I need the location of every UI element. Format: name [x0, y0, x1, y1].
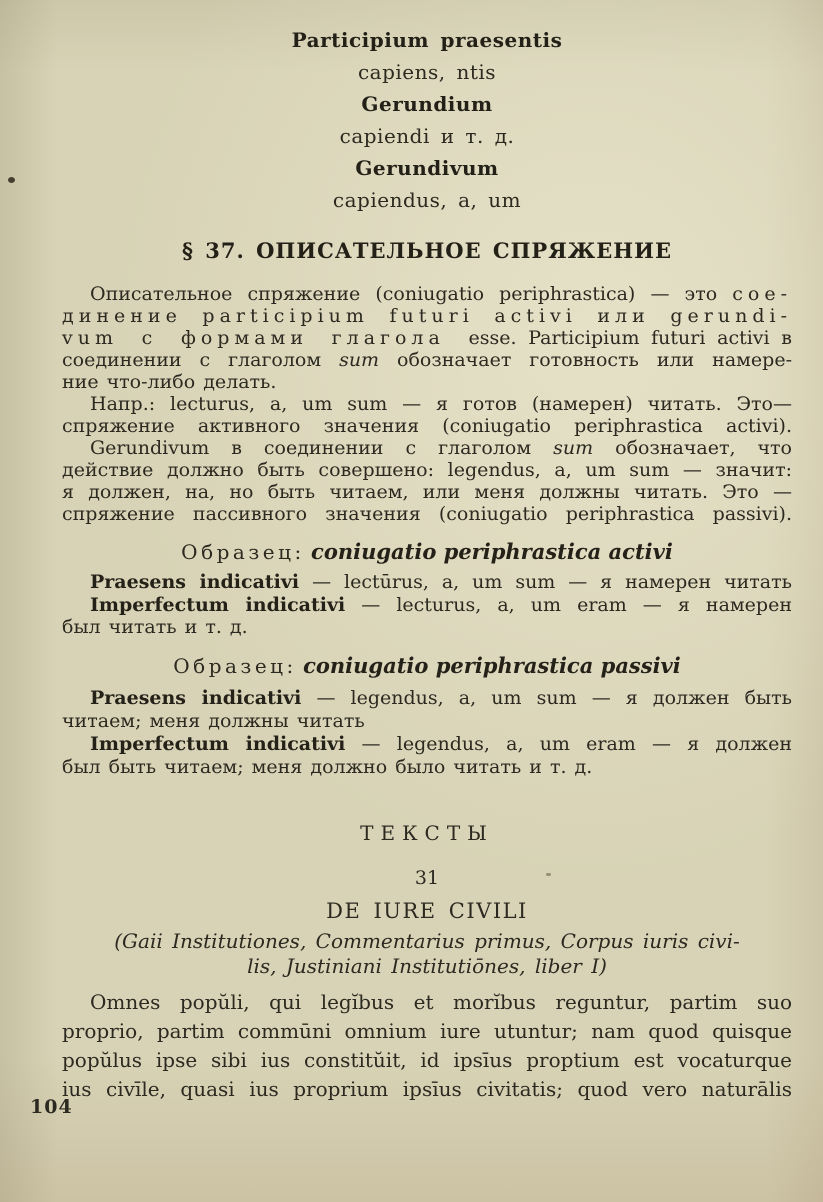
- text-segment: спряжение пассивного значения (coniugatio periphrastica passivi).: [62, 503, 792, 525]
- text-segment: Praesens indicativi: [90, 686, 302, 709]
- model-passive: [62, 687, 792, 779]
- text-segment: Образец:: [173, 653, 297, 678]
- text-segment: coniugatio periphrastica activi: [311, 539, 673, 564]
- text-segment: Imperfectum indicativi: [90, 593, 346, 616]
- text-line: [62, 283, 792, 305]
- text-segment: динение participium futuri activi или gerundi-: [62, 305, 792, 327]
- text-segment: был быть читаем; меня должно было читать и т. д.: [62, 755, 593, 778]
- text-segment: popŭlus ipse sibi ius constitŭit, id ipsīus proptium est vocaturque: [62, 1047, 792, 1072]
- text-line: [62, 481, 792, 503]
- text-line: [62, 1017, 792, 1046]
- model-caption-active: [62, 539, 792, 565]
- text-segment: действие должно быть совершено: legendus, a, um sum — значит:: [62, 459, 792, 481]
- text-segment: ius civīle, quasi ius proprium ipsīus civitatis; quod vero naturālis: [62, 1076, 792, 1101]
- text-number: 31: [414, 866, 440, 889]
- text-segment: был читать и т. д.: [62, 616, 248, 638]
- text-segment: — legendus, a, um eram — я должен: [345, 732, 793, 755]
- paradigm-line: Gerundivum: [355, 156, 499, 180]
- text-segment: lis, Justiniani Institutiōnes, liber I): [247, 953, 607, 978]
- text-segment: (Gaii Institutiones, Commentarius primus, Corpus iuris civi-: [114, 928, 740, 953]
- text-segment: я должен, на, но быть читаем, или меня должны читать. Это —: [62, 481, 792, 503]
- text-line: [62, 929, 792, 954]
- text-segment: спряжение активного значения (coniugatio periphrastica activi).: [62, 415, 792, 437]
- text-segment: Описательное спряжение (coniugatio periphrastica) — это: [90, 283, 733, 305]
- text-segment: Напр.: lecturus, a, um sum — я готов (намерен) читать. Это—: [90, 393, 792, 415]
- text-segment: обозначает готовность или намере-: [379, 349, 792, 371]
- text-line: [62, 756, 792, 779]
- text-segment: Omnes popŭli, qui legĭbus et morĭbus reguntur, partim suo: [90, 989, 792, 1014]
- text-segment: Imperfectum indicativi: [90, 732, 346, 755]
- text-line: [62, 1075, 792, 1104]
- text-line: [62, 327, 792, 349]
- text-segment: proprio, partim commūni omnium iure utuntur; nam quod quisque: [62, 1018, 792, 1043]
- text-line: [62, 393, 792, 415]
- paragraph: [62, 393, 792, 437]
- page-number: 104: [30, 1096, 73, 1118]
- text-line: [62, 733, 792, 756]
- text-segment: обозначает, что: [593, 437, 792, 459]
- text-line: [62, 503, 792, 525]
- text-line: [62, 305, 792, 327]
- text-segment: sum: [339, 349, 380, 371]
- text-line: [62, 710, 792, 733]
- text-segment: ние что-либо делать.: [62, 371, 277, 393]
- text-segment: соединении с глаголом: [62, 349, 340, 371]
- paradigm-line: capiens, ntis: [357, 60, 497, 84]
- text-segment: Praesens indicativi: [90, 571, 300, 593]
- text-segment: читаем; меня должны читать: [62, 709, 365, 732]
- text-segment: — legendus, a, um sum — я должен быть: [301, 686, 792, 709]
- text-source: [62, 929, 792, 979]
- text-line: [62, 1046, 792, 1075]
- text-line: [62, 687, 792, 710]
- model-caption-passive: [62, 653, 792, 679]
- text-line: [62, 988, 792, 1017]
- text-segment: сое-: [732, 283, 792, 305]
- text-segment: coniugatio periphrastica passivi: [303, 652, 681, 678]
- text-segment: esse. Participium futuri activi в: [468, 327, 792, 349]
- text-segment: — lectūrus, a, um sum — я намерен читать: [299, 571, 792, 593]
- text-line: [62, 594, 792, 617]
- paradigm-line: capiendi и т. д.: [339, 124, 515, 148]
- text-line: [62, 616, 792, 639]
- latin-text: [62, 988, 792, 1104]
- text-line: [62, 415, 792, 437]
- text-segment: Gerundivum в соединении с глаголом: [90, 437, 554, 459]
- text-title: DE IURE CIVILI: [326, 898, 528, 923]
- paradigm-header: [62, 24, 792, 216]
- text-segment: Образец:: [181, 540, 305, 564]
- paradigm-line: capiendus, a, um: [332, 188, 522, 212]
- text-line: [62, 459, 792, 481]
- model-active: [62, 571, 792, 639]
- paragraph: [62, 283, 792, 393]
- texts-heading: ТЕКСТЫ: [360, 820, 494, 845]
- text-line: [62, 371, 792, 393]
- text-line: [62, 349, 792, 371]
- paradigm-line: Participium praesentis: [291, 28, 563, 52]
- text-line: [62, 571, 792, 594]
- text-segment: vum с формами глагола: [62, 327, 469, 349]
- page-content: [62, 0, 792, 1104]
- ink-speck: [8, 177, 15, 183]
- text-segment: — lecturus, a, um eram — я намерен: [345, 593, 792, 616]
- text-line: [62, 437, 792, 459]
- paragraph: [62, 437, 792, 525]
- text-segment: sum: [553, 437, 594, 459]
- text-line: [62, 954, 792, 979]
- paradigm-line: Gerundium: [361, 92, 493, 116]
- section-heading: § 37. ОПИСАТЕЛЬНОЕ СПРЯЖЕНИЕ: [181, 238, 672, 263]
